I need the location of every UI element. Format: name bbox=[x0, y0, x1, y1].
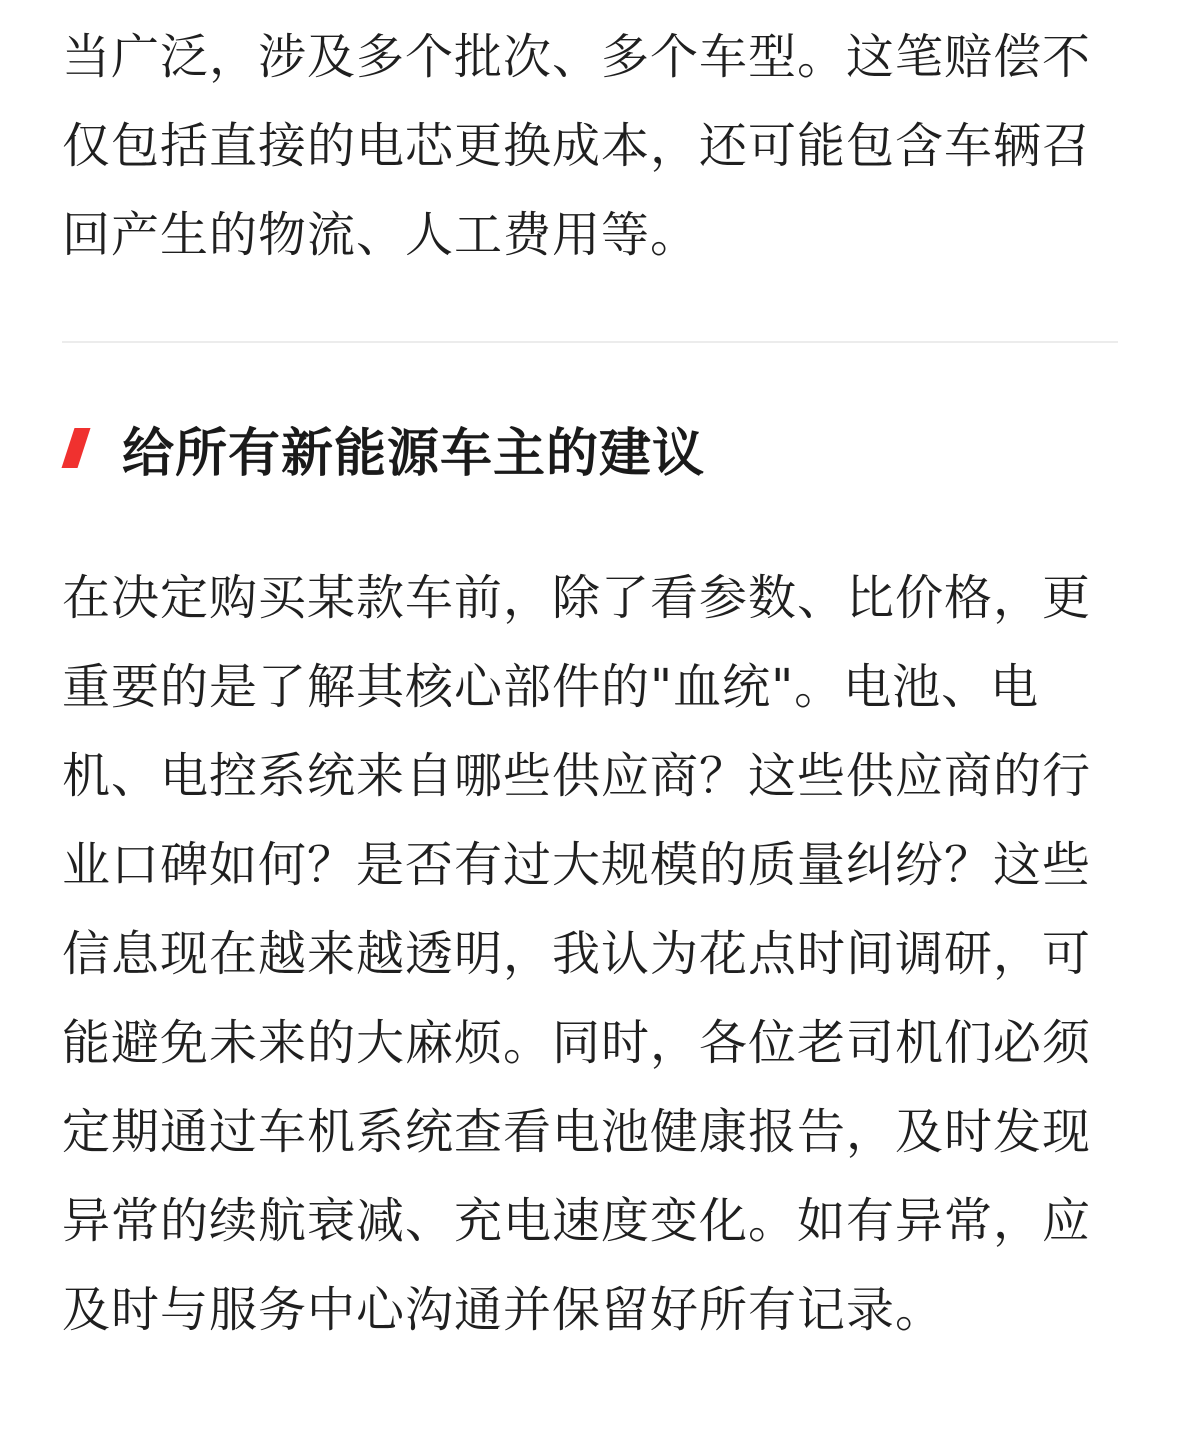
heading-accent-mark bbox=[62, 428, 91, 468]
section-heading bbox=[62, 408, 705, 488]
body-paragraph: 在决定购买某款车前，除了看参数、比价格，更重要的是了解其核心部件的"血统"。电池、电机、电控系统来自哪些供应商？这些供应商的行业口碑如何？是否有过大规模的质量纠纷？这些信息现在越来越透明，我认为花点时间调研，可能避免未来的大麻烦。同时，各位老司机们必须定期通过车机系统查看电池健康报告，及时发现异常的续航衰减、充电速度变化。如有异常，应及时与服务中心沟通并保留好所有记录。 bbox=[62, 570, 1092, 1338]
section-title: 给所有新能源车主的建议 bbox=[122, 423, 706, 484]
section-divider bbox=[62, 341, 1118, 343]
intro-paragraph: 当广泛，涉及多个批次、多个车型。这笔赔偿不仅包括直接的电芯更换成本，还可能包含车辆召回产生的物流、人工费用等。 bbox=[62, 29, 1092, 263]
